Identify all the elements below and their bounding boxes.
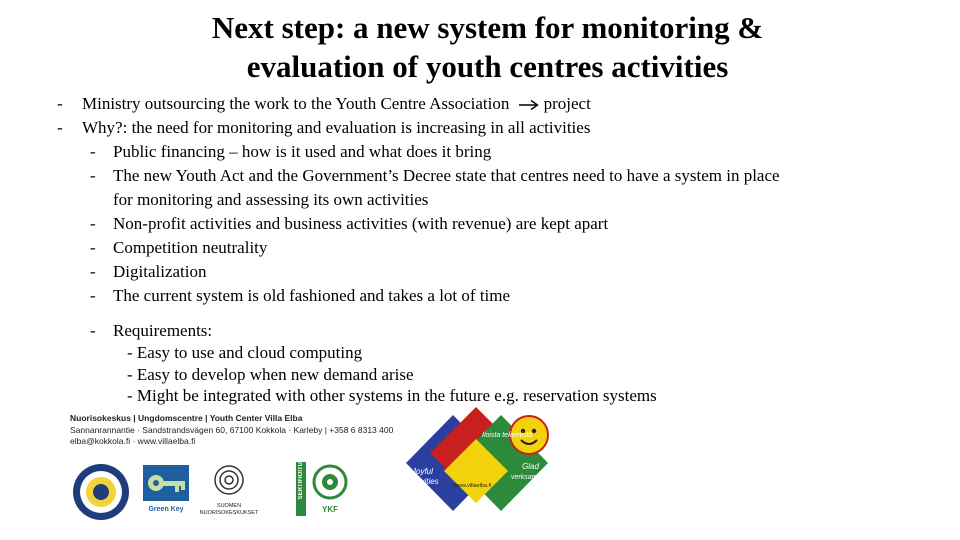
villa-elba-diamond-logo xyxy=(398,403,556,521)
dash-marker: - xyxy=(90,262,96,281)
nuorisokeskukset-label: NUORISOKESKUKSET xyxy=(199,510,259,516)
diamond-right-label-1: Glad xyxy=(522,462,539,471)
requirement-item: - Might be integrated with other systems in the future e.g. reservation systems xyxy=(127,386,657,405)
title-line-2: evaluation of youth centres activities xyxy=(246,49,729,84)
diamond-top-label: Iloista tekemistä xyxy=(482,432,533,439)
sub-item-digitalization: Digitalization xyxy=(113,262,207,281)
sub-item-youth-act: The new Youth Act and the Government’s Decree state that centres need to have a system in place xyxy=(113,166,780,185)
footer-address xyxy=(70,413,440,448)
diamond-left-label-1: Joyful xyxy=(412,467,433,476)
green-key-logo xyxy=(143,465,189,515)
dash-marker: - xyxy=(90,286,96,305)
leaf-wreath-icon xyxy=(308,464,352,500)
key-icon xyxy=(143,465,189,501)
footer-line-3: elba@kokkola.fi · www.villaelba.fi xyxy=(70,436,196,446)
ykf-label: YKF xyxy=(322,505,338,514)
dash-marker: - xyxy=(90,166,96,185)
sub-item-non-profit: Non-profit activities and business activities (with revenue) are kept apart xyxy=(113,214,609,233)
sertifioitu-label: SERTIFIOITU xyxy=(298,462,304,500)
round-badge-logo xyxy=(72,463,130,521)
requirement-item: - Easy to develop when new demand arise xyxy=(127,364,414,384)
dash-marker: - xyxy=(57,118,63,137)
diamond-left-label-2: activities xyxy=(408,477,439,486)
requirements-label: Requirements: xyxy=(113,321,213,340)
title-line-1: Next step: a new system for monitoring & xyxy=(211,10,764,45)
dash-marker: - xyxy=(57,94,63,113)
dash-marker: - xyxy=(90,238,96,257)
sertifioitu-strip xyxy=(296,462,306,516)
sub-item-current-system: The current system is old fashioned and takes a lot of time xyxy=(113,286,511,305)
green-key-label: Green Key xyxy=(148,506,184,513)
ykf-logo xyxy=(308,464,352,514)
flower-emblem-icon xyxy=(196,462,262,498)
diamond-right-label-2: verksamhet xyxy=(511,474,548,481)
suomen-label: SUOMEN xyxy=(216,503,242,509)
sub-item-youth-act-cont: for monitoring and assessing its own activities xyxy=(113,190,429,209)
slide-title xyxy=(120,8,855,86)
bullet-ministry-project: project xyxy=(543,94,591,113)
arrow-right-icon xyxy=(518,99,540,111)
dash-marker: - xyxy=(90,142,96,161)
sub-item-competition: Competition neutrality xyxy=(113,238,268,257)
suomen-nuorisokeskukset-logo xyxy=(196,462,262,516)
footer-line-2: Sannanrannantie · Sandstrandsvägen 60, 67100 Kokkola · Karleby | +358 6 8313 400 xyxy=(70,424,394,435)
bullet-why: Why?: the need for monitoring and evaluation is increasing in all activities xyxy=(82,118,591,137)
requirement-item: - Easy to use and cloud computing xyxy=(127,343,363,362)
diamond-url-label: www.villaelba.fi xyxy=(454,483,492,489)
bullet-ministry-text: Ministry outsourcing the work to the Youth Centre Association xyxy=(82,94,510,113)
dash-marker: - xyxy=(90,214,96,233)
footer-line-1: Nuorisokeskus | Ungdomscentre | Youth Center Villa Elba xyxy=(70,413,303,423)
bullet-ministry xyxy=(82,92,591,116)
dash-marker: - xyxy=(90,321,96,340)
sub-item-public-financing: Public financing – how is it used and what does it bring xyxy=(113,142,492,161)
